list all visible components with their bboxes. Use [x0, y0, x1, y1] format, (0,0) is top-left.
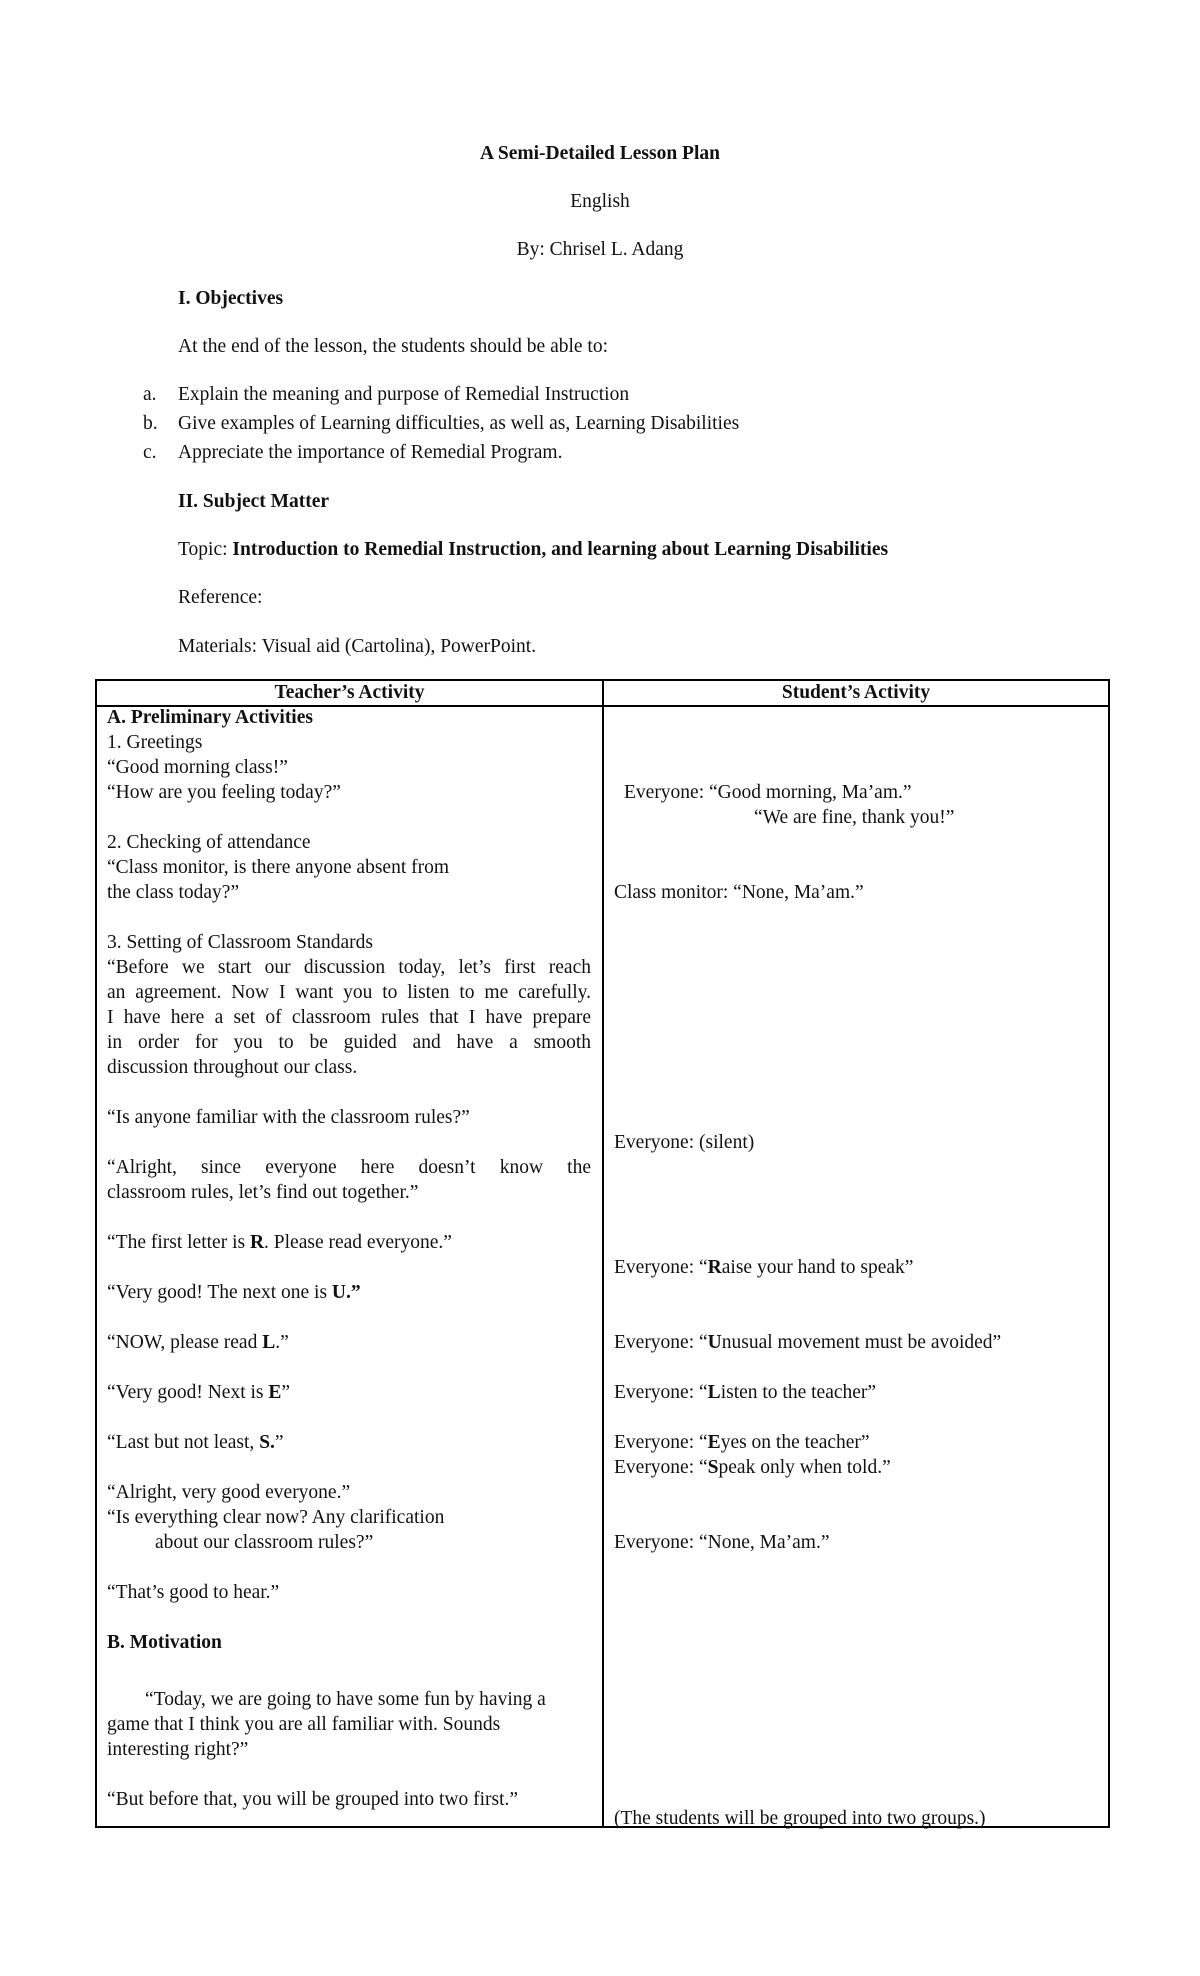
student-text: nusual movement must be avoided”	[721, 1332, 1002, 1353]
student-text: Everyone: “	[614, 1457, 708, 1478]
teacher-line: “Is everything clear now? Any clarification	[107, 1507, 445, 1528]
table-body-row	[96, 706, 1109, 1827]
teacher-line: “How are you feeling today?”	[107, 782, 341, 803]
teacher-line: “That’s good to hear.”	[107, 1582, 280, 1603]
teacher-activity-cell	[96, 706, 603, 1827]
topic-line	[178, 539, 888, 561]
student-line: “We are fine, thank you!”	[754, 807, 955, 828]
teacher-line: “Is anyone familiar with the classroom rules?”	[107, 1107, 470, 1128]
reference-line: Reference:	[178, 587, 263, 608]
rule-letter: E	[707, 1432, 721, 1453]
table-header-row	[96, 680, 1109, 706]
teacher-text: “The first letter is	[107, 1232, 250, 1253]
teacher-line	[107, 1281, 361, 1305]
teacher-activity-header: Teacher’s Activity	[96, 680, 603, 706]
teacher-text: “Last but not least,	[107, 1432, 260, 1453]
greetings-heading: 1. Greetings	[107, 732, 203, 753]
student-text: Everyone: “	[614, 1332, 708, 1353]
teacher-text: ”	[274, 1432, 284, 1453]
rule-letter: E	[268, 1382, 282, 1403]
student-line: Everyone: “Good morning, Ma’am.”	[624, 782, 912, 803]
teacher-line	[107, 1381, 290, 1405]
rule-letter: L	[262, 1332, 276, 1353]
preliminary-heading: A. Preliminary Activities	[107, 707, 313, 728]
rule-letter: S	[707, 1457, 719, 1478]
objective-item: Explain the meaning and purpose of Remedial Instruction	[178, 384, 630, 405]
topic-label: Topic:	[178, 539, 233, 560]
student-line	[614, 1431, 870, 1455]
teacher-line	[107, 1231, 452, 1255]
attendance-heading: 2. Checking of attendance	[107, 832, 311, 853]
objectives-intro: At the end of the lesson, the students should be able to:	[178, 336, 609, 357]
teacher-line	[107, 1431, 284, 1455]
motivation-heading: B. Motivation	[107, 1632, 222, 1653]
teacher-paragraph-line: in order for you to be guided and have a smooth	[107, 1032, 591, 1053]
student-line: Class monitor: “None, Ma’am.”	[614, 882, 864, 903]
student-line	[614, 1381, 876, 1405]
student-line: Everyone: “None, Ma’am.”	[614, 1532, 830, 1553]
student-line: (The students will be grouped into two groups.)	[614, 1808, 986, 1829]
objective-marker: b.	[143, 413, 158, 434]
subject-matter-heading: II. Subject Matter	[178, 491, 330, 512]
teacher-paragraph-line: discussion throughout our class.	[107, 1057, 358, 1078]
teacher-text: . Please read everyone.”	[264, 1232, 452, 1253]
objective-marker: c.	[143, 442, 157, 463]
document-title: A Semi-Detailed Lesson Plan	[480, 143, 720, 164]
teacher-text: “Very good! The next one is	[107, 1282, 332, 1303]
student-activity-header: Student’s Activity	[603, 680, 1109, 706]
rule-letter: S.	[259, 1432, 275, 1453]
teacher-line	[107, 1331, 289, 1355]
objective-marker: a.	[143, 384, 157, 405]
rule-letter: U	[707, 1332, 722, 1353]
student-line	[614, 1331, 1001, 1355]
topic-text: Introduction to Remedial Instruction, and learning about Learning Disabilities	[232, 539, 889, 560]
rule-letter: L	[707, 1382, 721, 1403]
teacher-line: game that I think you are all familiar with. Sounds	[107, 1714, 501, 1735]
author-line: By: Chrisel L. Adang	[516, 239, 684, 260]
teacher-line: “Today, we are going to have some fun by having a	[145, 1689, 546, 1710]
teacher-line: interesting right?”	[107, 1739, 249, 1760]
rule-letter: R	[249, 1232, 265, 1253]
teacher-text: .”	[275, 1332, 289, 1353]
student-line	[614, 1256, 913, 1280]
student-line	[614, 1456, 891, 1480]
teacher-paragraph-line: an agreement. Now I want you to listen to me carefully.	[107, 982, 591, 1003]
objective-item: Appreciate the importance of Remedial Program.	[178, 442, 563, 463]
student-text: yes on the teacher”	[720, 1432, 870, 1453]
materials-line: Materials: Visual aid (Cartolina), PowerPoint.	[178, 636, 537, 657]
student-text: Everyone: “	[614, 1382, 708, 1403]
objective-item: Give examples of Learning difficulties, as well as, Learning Disabilities	[178, 413, 740, 434]
student-text: isten to the teacher”	[720, 1382, 877, 1403]
teacher-line: about our classroom rules?”	[155, 1532, 374, 1553]
teacher-paragraph-line: “Before we start our discussion today, let’s first reach	[107, 957, 591, 978]
teacher-text: “NOW, please read	[107, 1332, 263, 1353]
teacher-line: “Good morning class!”	[107, 757, 288, 778]
teacher-line: “Alright, very good everyone.”	[107, 1482, 351, 1503]
rule-letter: U.”	[331, 1282, 361, 1303]
teacher-paragraph-line: I have here a set of classroom rules that I have prepare	[107, 1007, 591, 1028]
standards-heading: 3. Setting of Classroom Standards	[107, 932, 373, 953]
student-text: aise your hand to speak”	[721, 1257, 914, 1278]
student-activity-cell	[603, 706, 1109, 1827]
teacher-text: ”	[281, 1382, 291, 1403]
teacher-line: “Alright, since everyone here doesn’t know the	[107, 1157, 591, 1178]
teacher-line: the class today?”	[107, 882, 240, 903]
subject-line: English	[570, 191, 630, 212]
student-text: Everyone: “	[614, 1432, 708, 1453]
teacher-line: “Class monitor, is there anyone absent from	[107, 857, 450, 878]
teacher-text: “Very good! Next is	[107, 1382, 269, 1403]
teacher-line: “But before that, you will be grouped into two first.”	[107, 1789, 519, 1810]
student-text: Everyone: “	[614, 1257, 708, 1278]
activity-table	[95, 679, 1110, 1828]
student-line: Everyone: (silent)	[614, 1132, 755, 1153]
student-text: peak only when told.”	[718, 1457, 891, 1478]
objectives-heading: I. Objectives	[178, 288, 284, 309]
rule-letter: R	[707, 1257, 722, 1278]
teacher-line: classroom rules, let’s find out together.”	[107, 1182, 419, 1203]
